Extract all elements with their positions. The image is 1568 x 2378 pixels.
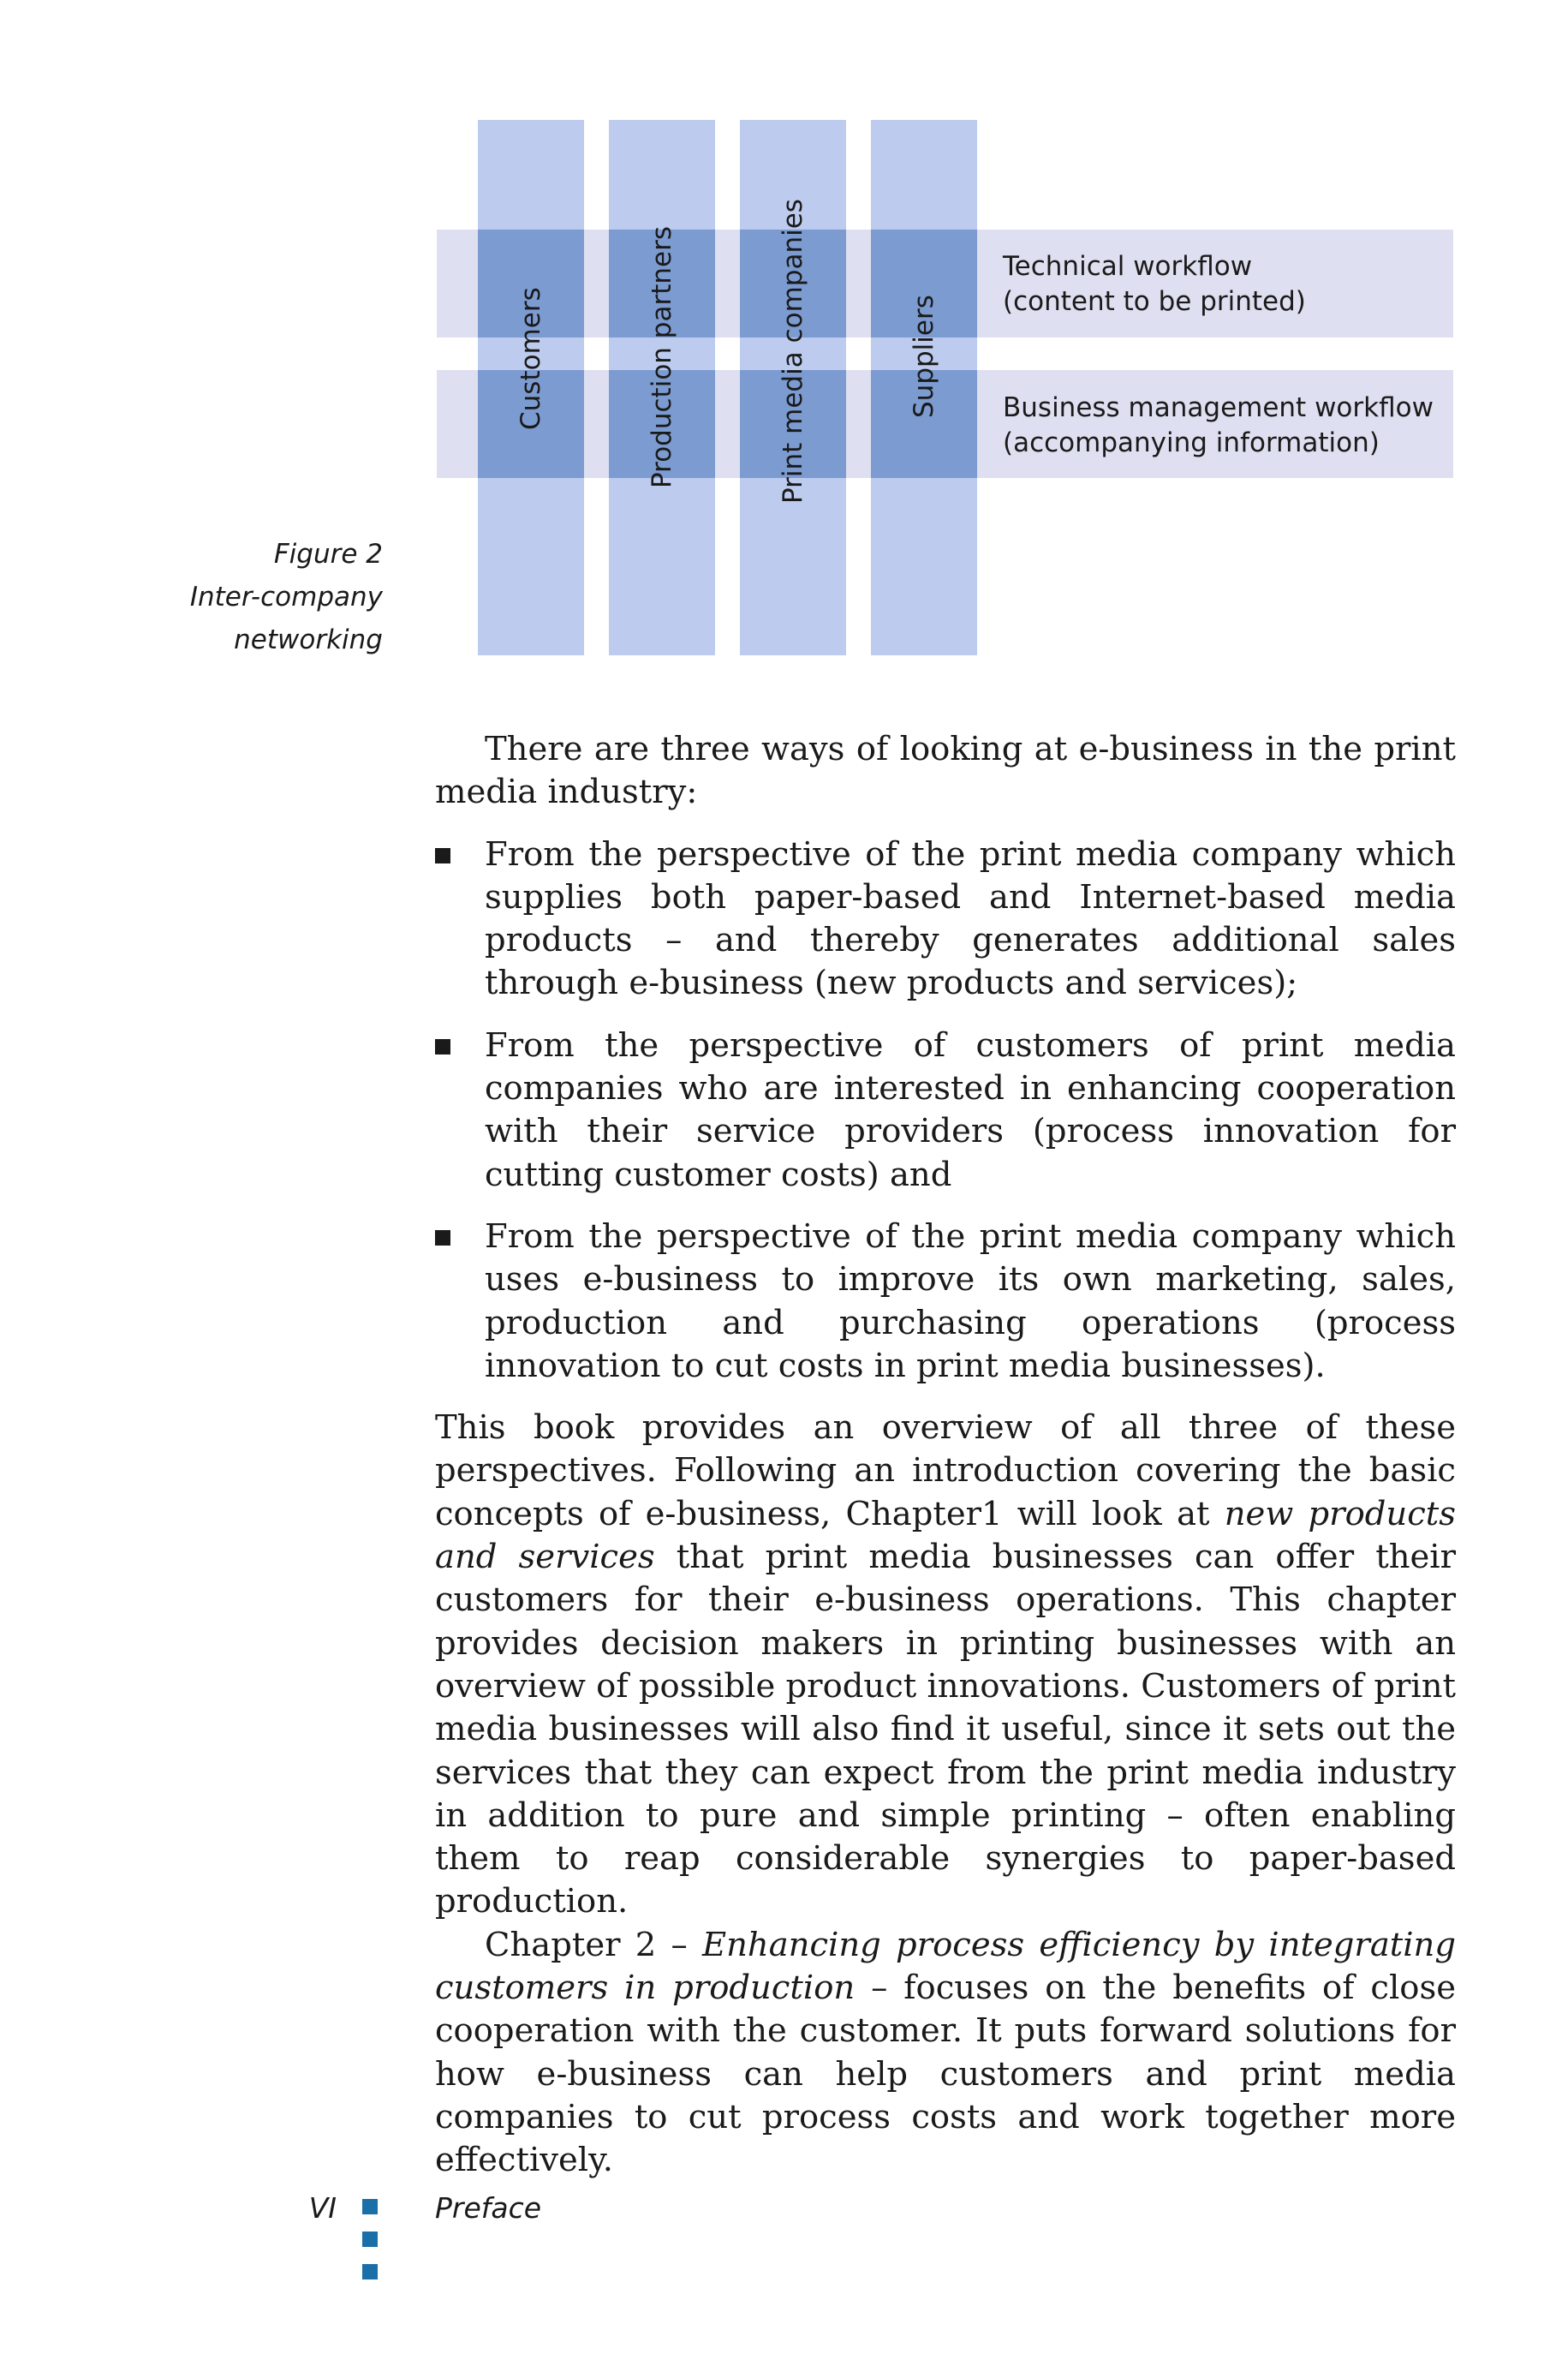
perspectives-list bbox=[435, 833, 1456, 1389]
list-item bbox=[435, 1025, 1456, 1197]
square-marker-icon bbox=[362, 2232, 378, 2247]
square-marker-icon bbox=[362, 2264, 378, 2279]
row-label-line: (content to be printed) bbox=[1003, 286, 1306, 317]
list-item-text: From the perspective of the print media company which supplies both paper-based and Internet-based media products – and thereby generates additional sales through e-business (new products and services); bbox=[485, 834, 1456, 1003]
list-item-text: From the perspective of the print media company which uses e-business to improve its own marketing, sales, production and purchasing operations (process innovation to cut costs in print media businesses). bbox=[485, 1216, 1456, 1385]
overview-paragraph bbox=[435, 1407, 1456, 1924]
column-customers bbox=[478, 120, 584, 655]
caption-line: Inter-company bbox=[189, 582, 383, 612]
caption-line: Figure 2 bbox=[273, 539, 383, 570]
column-suppliers bbox=[871, 120, 977, 655]
list-item bbox=[435, 1216, 1456, 1388]
column-label: Customers bbox=[516, 287, 546, 430]
row-label-line: (accompanying information) bbox=[1003, 427, 1380, 458]
intro-paragraph: There are three ways of looking at e-business in the print media industry: bbox=[435, 730, 1456, 812]
figure-caption bbox=[190, 533, 383, 661]
column-print-media-companies bbox=[740, 120, 846, 655]
column-label: Production partners bbox=[647, 226, 677, 488]
caption-line: networking bbox=[234, 624, 383, 655]
row-label-line: Technical workflow bbox=[1003, 251, 1253, 282]
chapter-2-paragraph bbox=[435, 1924, 1456, 2183]
technical-workflow-label bbox=[1003, 249, 1306, 320]
text-run: Chapter 2 – bbox=[485, 1925, 703, 1964]
square-bullet-icon bbox=[435, 1039, 450, 1055]
business-management-workflow-label bbox=[1003, 391, 1434, 461]
column-production-partners bbox=[609, 120, 715, 655]
square-marker-icon bbox=[362, 2199, 378, 2214]
running-footer-title: Preface bbox=[435, 2191, 542, 2225]
list-item bbox=[435, 833, 1456, 1006]
emphasis-text: new products and services bbox=[435, 1494, 1456, 1577]
text-run: This book provides an overview of all three of these perspectives. Following an introduction covering the basic concepts of e-business, Chapter1 will look at bbox=[435, 1408, 1456, 1533]
text-run: – focuses on the benefits of close cooperation with the customer. It puts forward solutions for how e-business can help customers and print media companies to cut process costs and work together more effectively. bbox=[435, 1969, 1456, 2180]
list-item-text: From the perspective of customers of print media companies who are interested in enhancing cooperation with their service providers (process innovation for cutting customer costs) and bbox=[485, 1025, 1456, 1194]
column-label: Suppliers bbox=[909, 295, 939, 418]
row-label-line: Business management workflow bbox=[1003, 392, 1434, 423]
text-run: that print media businesses can offer their customers for their e-business operations. This chapter provides decision makers in printing businesses with an overview of possible product innovations. Customers of print media businesses will also find it useful, since it sets out the services that they can expect from the print media industry in addition to pure and simple printing – often enabling them to reap considerable synergies to paper-based production. bbox=[435, 1538, 1457, 1921]
square-bullet-icon bbox=[435, 1230, 450, 1246]
square-bullet-icon bbox=[435, 848, 450, 863]
body-text bbox=[435, 728, 1456, 2183]
page-number: VI bbox=[308, 2191, 337, 2225]
emphasis-text: Enhancing process efficiency by integrating customers in production bbox=[435, 1925, 1456, 2008]
column-label: Print media companies bbox=[778, 199, 808, 504]
